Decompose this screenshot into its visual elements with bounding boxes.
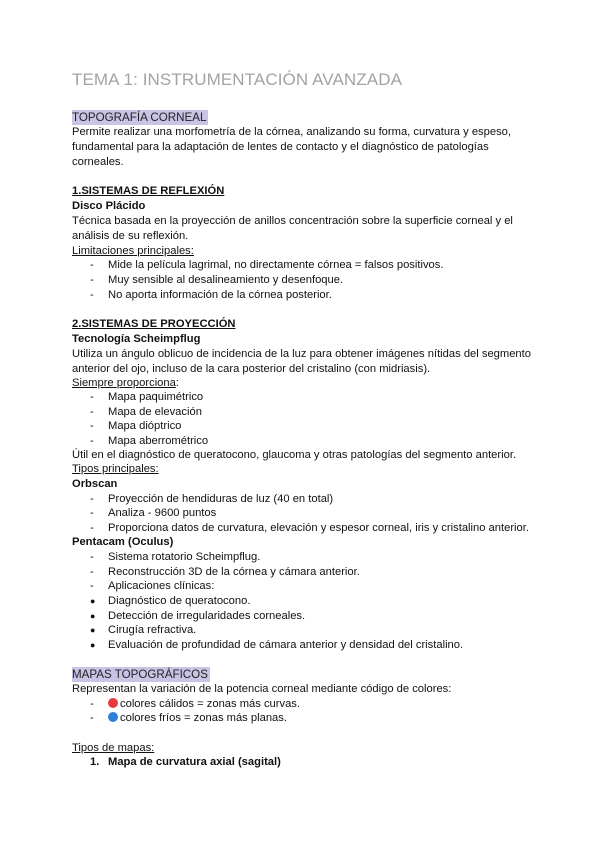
dash-marker: - bbox=[90, 259, 94, 271]
list-item: - No aporta información de la córnea posterior. bbox=[90, 289, 332, 301]
subheading-disco-placido: Disco Plácido bbox=[72, 200, 146, 212]
blue-circle-icon bbox=[108, 712, 118, 722]
list-item: - Mapa aberrométrico bbox=[90, 435, 209, 447]
list-item: - Mapa paquimétrico bbox=[90, 391, 204, 403]
dash-marker: - bbox=[90, 712, 94, 724]
paragraph-topografia-1: Permite realizar una morfometría de la córnea, analizando su forma, curvatura y espeso, bbox=[72, 126, 512, 138]
paragraph-reflexion-1: Técnica basada en la proyección de anillos concentración sobre la superficie corneal y el bbox=[72, 215, 513, 227]
paragraph-mapas: Representan la variación de la potencia corneal mediante código de colores: bbox=[72, 683, 452, 695]
dash-marker: - bbox=[90, 435, 94, 447]
list-item: - Muy sensible al desalineamiento y desenfoque. bbox=[90, 274, 344, 286]
list-item: - Analiza - 9600 puntos bbox=[90, 507, 217, 519]
list-item: - colores fríos = zonas más planas. bbox=[90, 712, 287, 724]
dash-marker: - bbox=[90, 420, 94, 432]
section-heading-reflexion: 1.SISTEMAS DE REFLEXIÓN bbox=[72, 185, 225, 197]
types-label: Tipos principales: bbox=[72, 463, 159, 475]
bullet-marker: ● bbox=[90, 640, 96, 650]
paragraph-scheimpflug-2: anterior del ojo, incluso de la cara posterior del cristalino (con midriasis). bbox=[72, 363, 431, 375]
dash-marker: - bbox=[90, 391, 94, 403]
highlighted-heading: MAPAS TOPOGRÁFICOS bbox=[72, 668, 208, 681]
dash-marker: - bbox=[90, 507, 94, 519]
dash-marker: - bbox=[90, 274, 94, 286]
list-item: - Mapa de elevación bbox=[90, 406, 202, 418]
page-title: TEMA 1: INSTRUMENTACIÓN AVANZADA bbox=[72, 70, 403, 89]
list-item: - Proyección de hendiduras de luz (40 en total) bbox=[90, 493, 334, 505]
limitations-label: Limitaciones principales: bbox=[72, 245, 194, 257]
dash-marker: - bbox=[90, 698, 94, 710]
numbered-item: 1. Mapa de curvatura axial (sagital) bbox=[90, 756, 281, 768]
bullet-marker: ● bbox=[90, 596, 96, 606]
dash-marker: - bbox=[90, 522, 94, 534]
paragraph-reflexion-2: análisis de su reflexión. bbox=[72, 230, 189, 242]
dash-marker: - bbox=[90, 566, 94, 578]
list-item: ● Detección de irregularidades corneales. bbox=[90, 610, 306, 622]
list-item: ● Evaluación de profundidad de cámara anterior y densidad del cristalino. bbox=[90, 639, 464, 651]
list-item: - Sistema rotatorio Scheimpflug. bbox=[90, 551, 261, 563]
list-item: ● Diagnóstico de queratocono. bbox=[90, 595, 251, 607]
dash-marker: - bbox=[90, 289, 94, 301]
list-item: - Mapa dióptrico bbox=[90, 420, 182, 432]
paragraph-scheimpflug-1: Utiliza un ángulo oblicuo de incidencia de la luz para obtener imágenes nítidas del segmento bbox=[72, 348, 531, 360]
bullet-marker: ● bbox=[90, 611, 96, 621]
list-item: - Proporciona datos de curvatura, elevación y espesor corneal, iris y cristalino anterior. bbox=[90, 522, 529, 534]
paragraph-topografia-3: corneales. bbox=[72, 156, 124, 168]
subheading-scheimpflug: Tecnología Scheimpflug bbox=[72, 333, 201, 345]
list-item: - Reconstrucción 3D de la córnea y cámara anterior. bbox=[90, 566, 360, 578]
paragraph-useful: Útil en el diagnóstico de queratocono, glaucoma y otras patologías del segmento anterior. bbox=[72, 449, 517, 461]
list-item: - Mide la película lagrimal, no directamente córnea = falsos positivos. bbox=[90, 259, 444, 271]
red-circle-icon bbox=[108, 698, 118, 708]
highlighted-heading: TOPOGRAFÍA CORNEAL bbox=[72, 111, 207, 124]
list-item: - colores cálidos = zonas más curvas. bbox=[90, 698, 301, 710]
paragraph-topografia-2: fundamental para la adaptación de lentes de contacto y el diagnóstico de patologías bbox=[72, 141, 489, 153]
subheading-pentacam: Pentacam (Oculus) bbox=[72, 536, 174, 548]
list-item: ● Cirugía refractiva. bbox=[90, 624, 197, 636]
dash-marker: - bbox=[90, 551, 94, 563]
dash-marker: - bbox=[90, 580, 94, 592]
dash-marker: - bbox=[90, 406, 94, 418]
always-label: Siempre proporciona: bbox=[72, 377, 179, 389]
section-heading-mapas bbox=[72, 667, 210, 682]
map-types-label: Tipos de mapas: bbox=[72, 742, 155, 754]
bullet-marker: ● bbox=[90, 625, 96, 635]
dash-marker: - bbox=[90, 493, 94, 505]
number-marker: 1. bbox=[90, 756, 100, 768]
section-heading-topografia bbox=[72, 110, 208, 125]
list-item: - Aplicaciones clínicas: bbox=[90, 580, 215, 592]
section-heading-proyeccion: 2.SISTEMAS DE PROYECCIÓN bbox=[72, 318, 236, 330]
subheading-orbscan: Orbscan bbox=[72, 478, 118, 490]
